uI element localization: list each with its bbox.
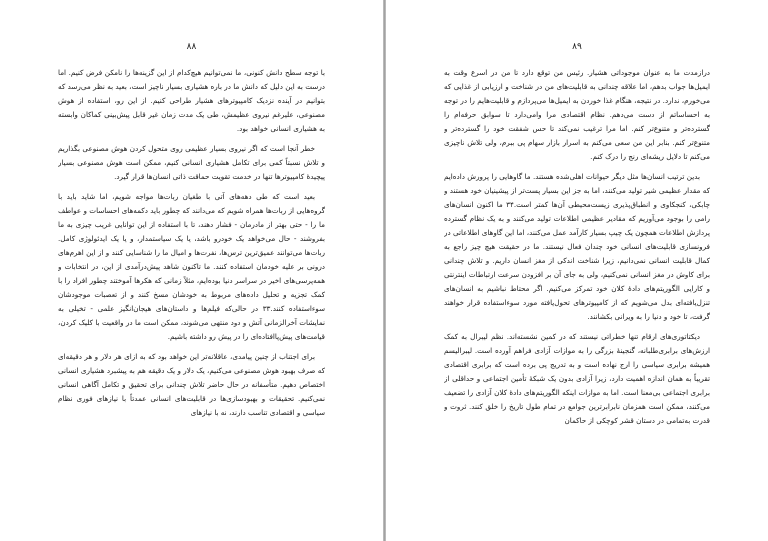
paragraph: برای اجتناب از چنین پیامدی، عاقلانه‌تر این خواهد بود که به ازای هر دلار و هر دقیقه‌ای که صرف بهبود هوش مصنوعی می‌کنیم، یک دلار و یک دقیقه هم به پیشبرد هشیاری انسانی اختصاص دهیم. متأسفانه در حال حاضر تلاش چندانی برای تحقیق و تکامل آگاهی انسانی نمی‌کنیم. تحقیقات و بهبودسازی‌ها در قابلیت‌های انسانی عمدتاً با نیازهای فوری نظام سیاسی و اقتصادی تناسب دارند، نه با نیازهای — [58, 352, 325, 417]
paragraph: درازمدت ما به عنوان موجوداتی هشیار. رئیس من توقع دارد تا من در اسرع وقت به ایمیل‌ها جواب بدهم، اما علاقه چندانی به قابلیت‌های من در شناخت و ارزیابی از غذایی که می‌خورم، ندارد. در نتیجه، هنگام غذا خوردن به ایمیل‌ها می‌پردازم و قابلیت‌هایم را در توجه به احساساتم از دست می‌دهم. نظام اقتصادی مرا وامی‌دارد تا سوابق حرفه‌ام را گسترده‌تر و متنوع‌تر کنم. اما مرا ترغیب نمی‌کند تا حس شفقت خود را گسترده‌تر و متنوع‌تر کنم. بنابر این من سعی می‌کنم به اسرار بازار سهام پی ببرم، ولی تلاش ناچیزی می‌کنم تا دلایل ریشه‌ای رنج را درک کنم. — [444, 68, 710, 161]
page-number: ۸۹ — [572, 42, 582, 52]
paragraph: بعید است که طی دهه‌های آتی با طغیان ربات‌ها مواجه شویم، اما شاید باید با گروه‌هایی از ربات‌ها همراه شویم که می‌دانند که چطور باید دکمه‌های احساسات و عواطف ما را - حتی بهتر از مادرمان - فشار دهند، تا با استفاده از این توانایی غریب چیزی به ما بفروشند - حال می‌خواهد یک خودرو باشد، یا یک سیاستمدار، و یا یک ایدئولوژی کامل. ربات‌ها می‌توانند عمیق‌ترین ترس‌ها، نفرت‌ها و امیال ما را شناسایی کنند و از این اهرم‌های درونی بر علیه خودمان استفاده کنند. ما تاکنون شاهد پیش‌درآمدی از این، در انتخابات و همه‌پرسی‌های اخیر در سراسر دنیا بوده‌ایم، مثلاً زمانی که هکرها آموختند چطور افراد را با کمک تجزیه و تحلیل داده‌های مربوط به خودشان مسخ کنند و از تعصبات موجودشان سوءاستفاده کنند.۳۳ در حالی‌که فیلم‌ها و داستان‌های هیجان‌انگیز علمی - تخیلی به نمایشات آخرالزمانی آتش و دود منتهی می‌شوند، ممکن است ما در واقعیت با کلیک کردن، قیامت‌های پیش‌پاافتاده‌ای را در پیش رو داشته باشیم. — [58, 192, 325, 341]
page-number: ۸۸ — [186, 42, 197, 52]
page-body-text — [444, 66, 710, 523]
paragraph: خطر آنجا است که اگر نیروی بسیار عظیمی روی متحول کردن هوش مصنوعی بگذاریم و تلاش نسبتاً کمی برای تکامل هشیاری انسانی کنیم، ممکن است هوش مصنوعی بسیار پیچیدهٔ کامپیوترها تنها در خدمت تقویت حماقت ذاتی انسان‌ها قرار گیرد. — [58, 144, 325, 181]
paragraph: بدین ترتیب انسان‌ها مثل دیگر حیوانات اهلی‌شده هستند. ما گاوهایی را پرورش داده‌ایم که مقدار عظیمی شیر تولید می‌کنند، اما به جز این بسیار پست‌تر از پیشینیان خود هستند و چابکی، کنجکاوی و انطباق‌پذیری زیست‌محیطی آن‌ها کمتر است.۳۴ ما اکنون انسان‌های رامی را بوجود می‌آوریم که مقادیر عظیمی اطلاعات تولید می‌کنند و به یک نظام گسترده پردازش اطلاعات همچون یک چیپ بسیار کارآمد عمل می‌کنند، اما این گاوهای اطلاعاتی در فرونسازی قابلیت‌های انسانی خود چندان فعال نیستند. ما در حقیقت هیچ چیز راجع به کمال قابلیت انسانی نمی‌دانیم، زیرا شناخت اندکی از مغز انسان داریم. و تلاش چندانی برای کاوش در مغز انسانی نمی‌کنیم، ولی به جای آن بر افزودن سرعت ارتباطات اینترنتی و کارایی الگوریتم‌های دادهٔ کلان خود تمرکز می‌کنیم. اگر محتاط نباشیم به انسان‌های تنزل‌یافته‌ای بدل می‌شویم که از کامپیوترهای تحول‌یافته مورد سوءاستفاده قرار خواهند گرفت، تا خود و دنیا را به ویرانی بکشانند. — [444, 172, 710, 321]
paragraph: دیکتاتوری‌های ارقام تنها خطراتی نیستند که در کمین نشسته‌اند. نظم لیبرال به کمک ارزش‌های برابری‌طلبانه، گنجینهٔ بزرگی را به موازات آزادی فراهم آورده است. لیبرالیسم همیشه برابری سیاسی را ارج نهاده است و به تدریج پی برده است که برابری اقتصادی تقریباً به همان اندازه اهمیت دارد، زیرا آزادی بدون یک شبکهٔ تأمین اجتماعی و حداقلی از برابری اجتماعی بی‌معنا است. اما به موازات اینکه الگوریتم‌های دادهٔ کلان آزادی را تضعیف می‌کنند، ممکن است همزمان نابرابرترین جوامع در تمام طول تاریخ را خلق کنند. ثروت و قدرت به‌تمامی در دستان قشر کوچکی از حاکمان — [444, 332, 710, 425]
paragraph: با توجه سطح دانش کنونی، ما نمی‌توانیم هیچ‌کدام از این گزینه‌ها را نامکن فرض کنیم. اما درست به این دلیل که دانش ما در باره هشیاری بسیار ناچیز است، بعید به نظر می‌رسد که بتوانیم در آینده نزدیک کامپیوترهای هشیار طراحی کنیم. از این رو، استفاده از هوش مصنوعی، علیرغم نیروی عظیمش، طی یک مدت زمان غیر قابل پیش‌بینی کماکان وابسته به هشیاری انسانی خواهد بود. — [58, 68, 325, 133]
left-page — [0, 0, 383, 541]
page-body-text — [58, 66, 325, 523]
right-page — [386, 0, 768, 541]
